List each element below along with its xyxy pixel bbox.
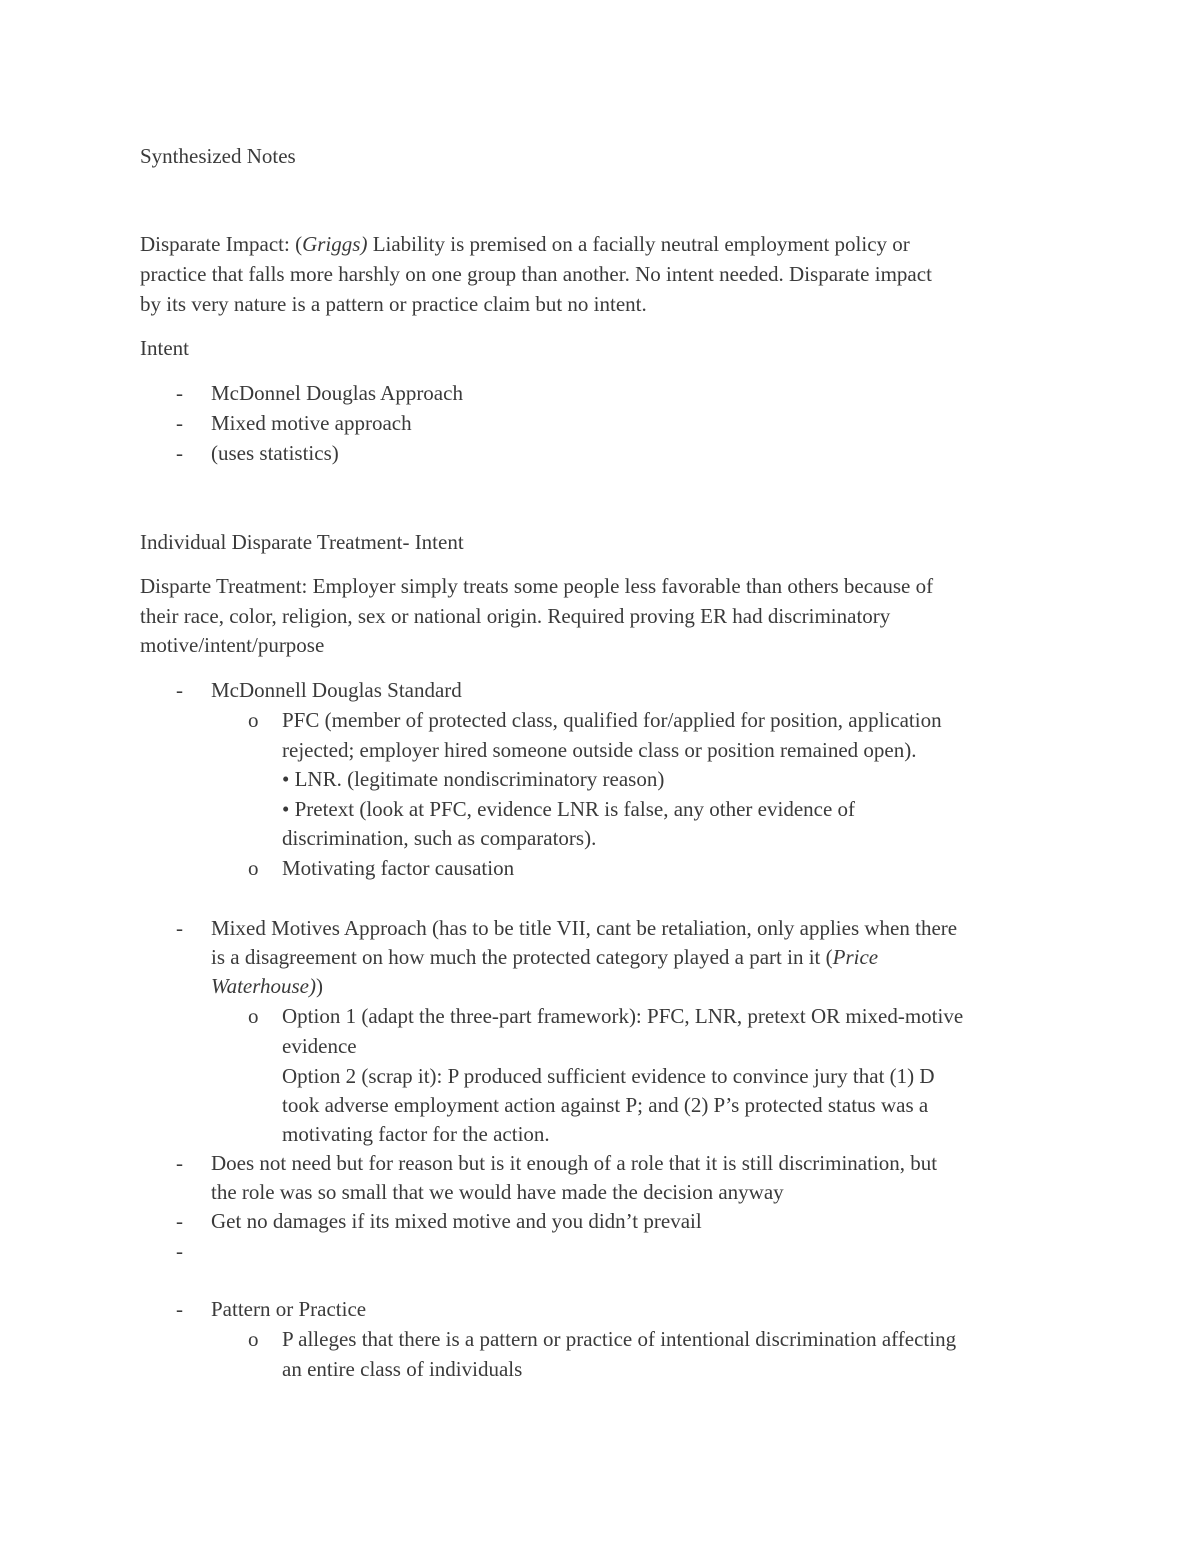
pretext-line-2: discrimination, such as comparators).	[282, 826, 597, 850]
lnr-line: • LNR. (legitimate nondiscriminatory reason)	[282, 767, 665, 791]
o-bullet: o	[248, 1004, 259, 1028]
dash-bullet: -	[176, 1209, 183, 1233]
dash-bullet: -	[176, 441, 183, 465]
pattern-practice-line-2: an entire class of individuals	[282, 1357, 523, 1381]
disparate-treatment-line-2: their race, color, religion, sex or national origin. Required proving ER had discriminatory	[140, 604, 891, 628]
disparate-impact-line-3: by its very nature is a pattern or practice claim but no intent.	[140, 292, 647, 316]
intent-item-1: McDonnel Douglas Approach	[211, 381, 463, 405]
pattern-practice-line-1: P alleges that there is a pattern or practice of intentional discrimination affecting	[282, 1327, 957, 1351]
disparate-treatment-line-3: motive/intent/purpose	[140, 633, 325, 657]
option-1-line-1: Option 1 (adapt the three-part framework): PFC, LNR, pretext OR mixed-motive	[282, 1004, 964, 1028]
disparate-impact-line-2: practice that falls more harshly on one group than another. No intent needed. Disparate impact	[140, 262, 932, 286]
intent-heading: Intent	[140, 336, 189, 360]
option-2-line-2: took adverse employment action against P; and (2) P’s protected status was a	[282, 1093, 929, 1117]
pretext-line-1: • Pretext (look at PFC, evidence LNR is false, any other evidence of	[282, 797, 856, 821]
dash-bullet: -	[176, 678, 183, 702]
intent-item-2: Mixed motive approach	[211, 411, 412, 435]
pfc-line-1: PFC (member of protected class, qualified for/applied for position, application	[282, 708, 942, 732]
no-damages-line: Get no damages if its mixed motive and you didn’t prevail	[211, 1209, 702, 1233]
pfc-line-2: rejected; employer hired someone outside class or position remained open).	[282, 738, 917, 762]
intent-item-3: (uses statistics)	[211, 441, 339, 465]
individual-treatment-heading: Individual Disparate Treatment- Intent	[140, 530, 464, 554]
mixed-motives-line-2: is a disagreement on how much the protected category played a part in it (Price	[211, 945, 879, 969]
o-bullet: o	[248, 708, 259, 732]
document-title: Synthesized Notes	[140, 144, 296, 168]
option-1-line-2: evidence	[282, 1034, 357, 1058]
disparate-impact-line-1: Disparate Impact: (Griggs) Liability is premised on a facially neutral employment policy or	[140, 232, 910, 256]
mixed-motives-line-1: Mixed Motives Approach (has to be title VII, cant be retaliation, only applies when there	[211, 916, 958, 940]
option-2-line-1: Option 2 (scrap it): P produced sufficient evidence to convince jury that (1) D	[282, 1064, 935, 1088]
dash-bullet: -	[176, 1297, 183, 1321]
dash-bullet-empty: -	[176, 1239, 183, 1263]
mixed-motives-line-3: Waterhouse))	[211, 974, 323, 998]
option-2-line-3: motivating factor for the action.	[282, 1122, 550, 1146]
motivating-factor-line: Motivating factor causation	[282, 856, 515, 880]
dash-bullet: -	[176, 411, 183, 435]
o-bullet: o	[248, 1327, 259, 1351]
pattern-practice-heading: Pattern or Practice	[211, 1297, 367, 1321]
case-name-price: Price	[832, 945, 879, 969]
dash-bullet: -	[176, 916, 183, 940]
dash-bullet: -	[176, 381, 183, 405]
disparate-treatment-line-1: Disparte Treatment: Employer simply treats some people less favorable than others because of	[140, 574, 934, 598]
case-name-griggs: Griggs)	[302, 232, 368, 256]
dash-bullet: -	[176, 1151, 183, 1175]
does-not-need-line-1: Does not need but for reason but is it enough of a role that it is still discrimination, but	[211, 1151, 938, 1175]
o-bullet: o	[248, 856, 259, 880]
case-name-waterhouse: Waterhouse)	[211, 974, 316, 998]
mcdonnell-heading: McDonnell Douglas Standard	[211, 678, 462, 702]
does-not-need-line-2: the role was so small that we would have made the decision anyway	[211, 1180, 784, 1204]
